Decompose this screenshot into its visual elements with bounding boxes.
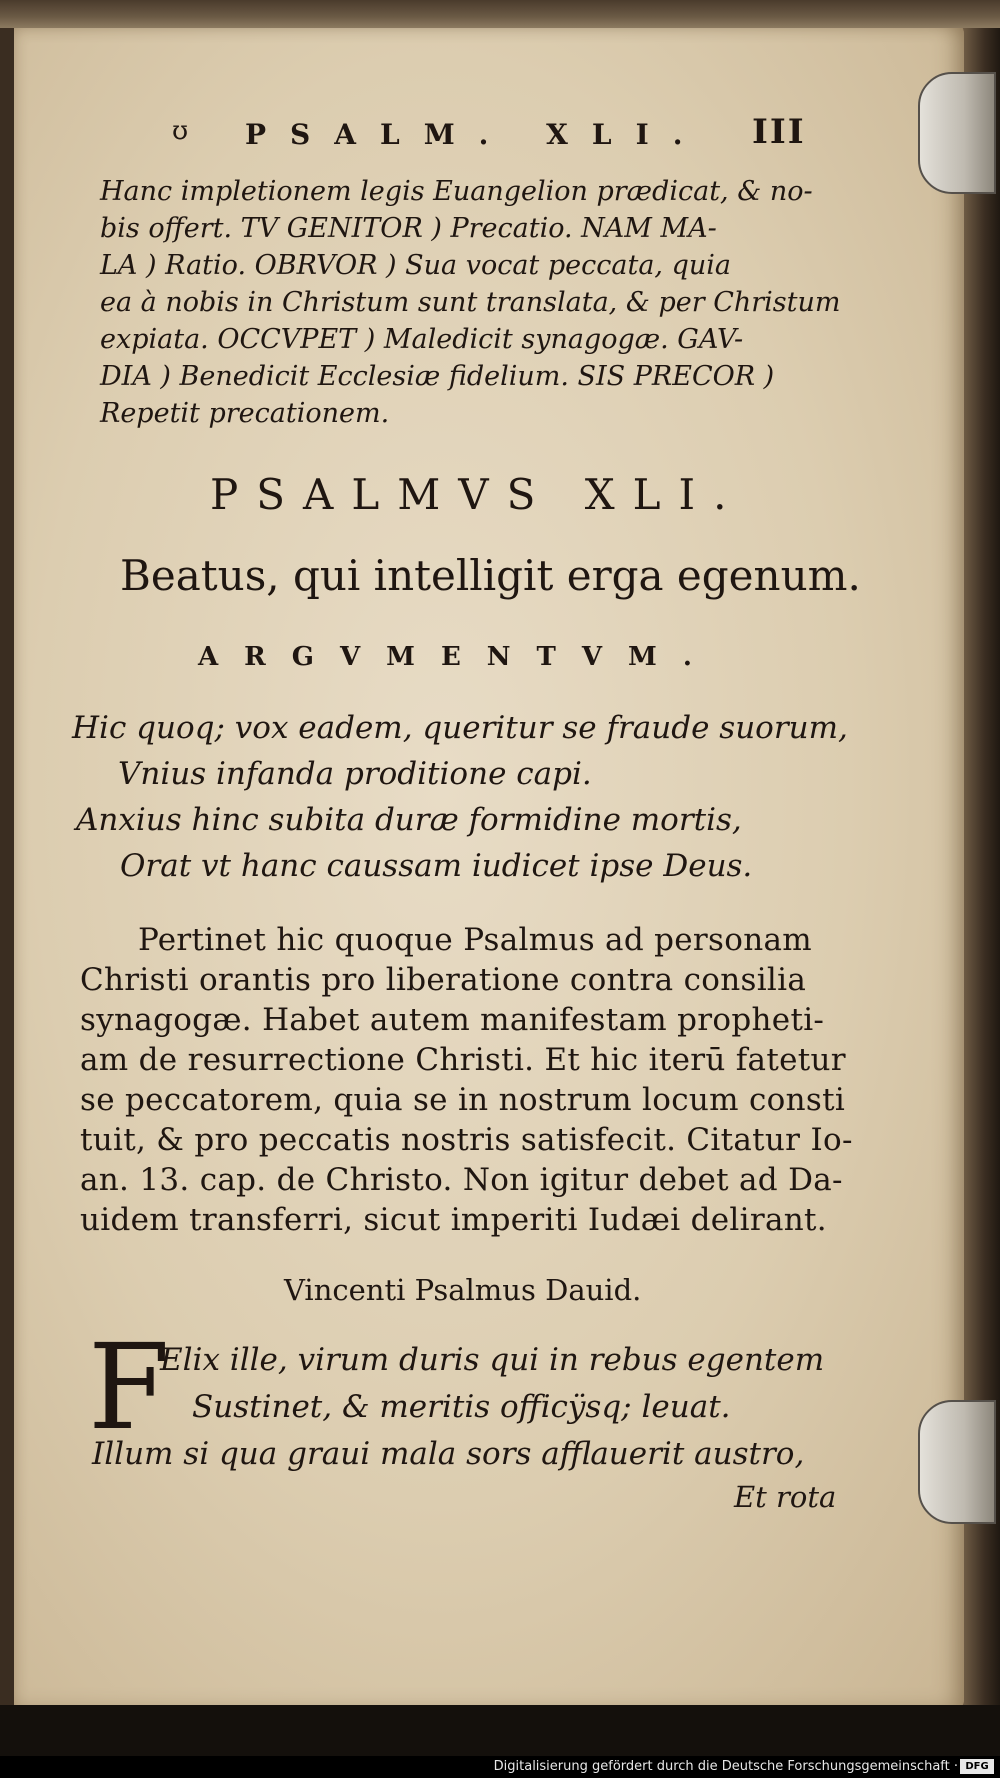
argument-verse: Anxius hinc subita duræ formidine mortis, bbox=[76, 802, 742, 838]
commentary-line: bis offert. TV GENITOR ) Precatio. NAM MA- bbox=[100, 213, 717, 244]
poem-line: Elix ille, virum duris qui in rebus egentem bbox=[160, 1342, 825, 1378]
book-clip-top bbox=[918, 72, 996, 194]
book-clip-bottom bbox=[918, 1400, 996, 1524]
commentary-line: expiata. OCCVPET ) Maledicit synagogæ. GAV- bbox=[100, 324, 744, 355]
psalm-incipit: Beatus, qui intelligit erga egenum. bbox=[120, 551, 861, 600]
page-number: III bbox=[752, 112, 806, 152]
commentary-line: LA ) Ratio. OBRVOR ) Sua vocat peccata, quia bbox=[100, 250, 731, 281]
prose-line: tuit, & pro peccatis nostris satisfecit. Citatur Io- bbox=[80, 1122, 853, 1158]
poem-line: Sustinet, & meritis officÿsq; leuat. bbox=[192, 1389, 731, 1425]
commentary-line: Hanc impletionem legis Euangelion prædicat, & no- bbox=[100, 176, 813, 207]
prose-line: uidem transferri, sicut imperiti Iudæi delirant. bbox=[80, 1202, 827, 1238]
prose-line: synagogæ. Habet autem manifestam propheti- bbox=[80, 1002, 825, 1038]
dfg-logo-icon: DFG bbox=[960, 1759, 994, 1774]
prose-line: se peccatorem, quia se in nostrum locum consti bbox=[80, 1082, 846, 1118]
prose-line: am de resurrectione Christi. Et hic iterū fatetur bbox=[80, 1042, 846, 1078]
running-head-mark: ʊ bbox=[172, 116, 189, 146]
footer-credit: Digitalisierung gefördert durch die Deutsche Forschungsgemeinschaft · bbox=[493, 1759, 958, 1774]
poem-line: Illum si qua graui mala sors afflauerit austro, bbox=[92, 1436, 805, 1472]
translator-heading: Vincenti Psalmus Dauid. bbox=[284, 1273, 642, 1307]
psalm-title: PSALMVS XLI. bbox=[210, 470, 745, 519]
argument-verse: Orat vt hanc caussam iudicet ipse Deus. bbox=[120, 848, 753, 884]
argument-heading: ARGVMENTVM. bbox=[198, 642, 718, 672]
drop-initial: F bbox=[88, 1318, 170, 1456]
argument-verse: Vnius infanda proditione capi. bbox=[118, 756, 592, 792]
book-top-edge bbox=[0, 0, 1000, 28]
argument-verse: Hic quoq; vox eadem, queritur se fraude suorum, bbox=[72, 710, 848, 746]
prose-line: Pertinet hic quoque Psalmus ad personam bbox=[138, 922, 812, 958]
running-head-title: PSALM. XLI. bbox=[245, 118, 707, 151]
prose-line: an. 13. cap. de Christo. Non igitur debet ad Da- bbox=[80, 1162, 843, 1198]
prose-line: Christi orantis pro liberatione contra consilia bbox=[80, 962, 807, 998]
commentary-line: Repetit precationem. bbox=[100, 398, 390, 429]
commentary-line: DIA ) Benedicit Ecclesiæ fidelium. SIS PRECOR ) bbox=[100, 361, 775, 392]
catchword: Et rota bbox=[734, 1480, 837, 1514]
commentary-line: ea à nobis in Christum sunt translata, & per Christum bbox=[100, 287, 841, 318]
